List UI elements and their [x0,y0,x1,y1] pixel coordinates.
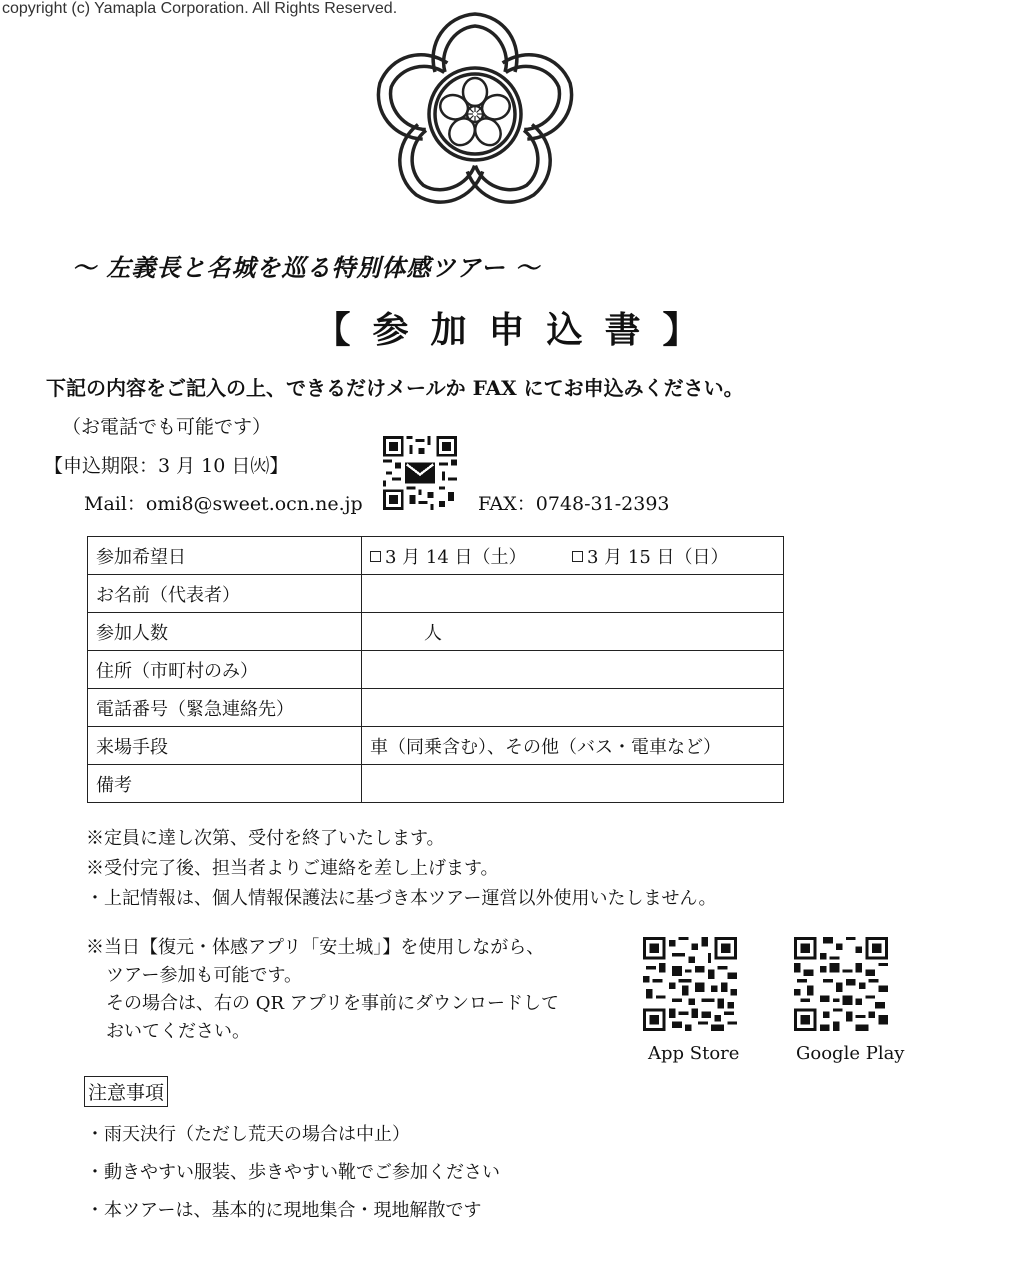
app-note-line: ツアー参加も可能です。 [106,965,303,986]
form-row-name [88,575,784,613]
form-row-phone [88,689,784,727]
app-note-line: おいてください。 [106,1021,250,1042]
row-label: 来場手段 [88,727,362,765]
remarks-field[interactable] [362,765,784,803]
transport-field[interactable]: 車（同乗含む）、その他（バス・電車など） [362,727,784,765]
date-options-field[interactable] [362,537,784,575]
app-store-qr-code-icon[interactable] [643,937,737,1031]
application-form-table [87,536,784,803]
date-option-2-label: 3 月 15 日（日） [587,546,729,568]
list-item: ・上記情報は、個人情報保護法に基づき本ツアー運営以外使用いたしません。 [86,888,717,909]
address-field[interactable] [362,651,784,689]
mail-address[interactable]: Mail：omi8@sweet.ocn.ne.jp [84,493,363,515]
google-play-label: Google Play [796,1043,905,1064]
app-store-label: App Store [648,1043,740,1064]
row-label: 電話番号（緊急連絡先） [88,689,362,727]
name-field[interactable] [362,575,784,613]
notes-list [86,824,717,914]
form-row-date [88,537,784,575]
row-label: 備考 [88,765,362,803]
event-subtitle: ～ 左義長と名城を巡る特別体感ツアー ～ [72,253,540,282]
row-label: 参加人数 [88,613,362,651]
family-crest-icon [365,8,585,220]
row-label: 住所（市町村のみ） [88,651,362,689]
date-option-1-label: 3 月 14 日（土） [385,546,527,568]
date-checkbox-1[interactable] [370,551,381,562]
row-label: 参加希望日 [88,537,362,575]
phone-field[interactable] [362,689,784,727]
form-row-transport [88,727,784,765]
app-note [86,934,559,1046]
participant-count-field[interactable]: 人 [362,613,784,651]
row-label: お名前（代表者） [88,575,362,613]
phone-note: （お電話でも可能です） [62,416,272,438]
form-row-count [88,613,784,651]
caution-heading: 注意事項 [84,1076,168,1107]
google-play-qr-code-icon[interactable] [794,937,888,1031]
form-row-address [88,651,784,689]
app-note-line: ※当日【復元・体感アプリ「安土城」】を使用しながら、 [86,937,545,958]
copyright-text: copyright (c) Yamapla Corporation. All Rights Reserved. [2,0,398,17]
deadline-text: 【申込期限：3 月 10 日㈫】 [44,455,289,477]
list-item: ・動きやすい服装、歩きやすい靴でご参加ください [86,1162,500,1183]
fax-number: FAX：0748-31-2393 [478,493,670,515]
page-title: 【参加申込書】 [314,309,721,351]
intro-text: 下記の内容をご記入の上、できるだけメールか FAX にてお申込みください。 [46,376,744,400]
mail-qr-code-icon[interactable] [383,436,457,510]
caution-list [86,1116,500,1230]
list-item: ・雨天決行（ただし荒天の場合は中止） [86,1124,410,1145]
date-checkbox-2[interactable] [572,551,583,562]
list-item: ※定員に達し次第、受付を終了いたします。 [86,828,445,849]
list-item: ・本ツアーは、基本的に現地集合・現地解散です [86,1200,482,1221]
list-item: ※受付完了後、担当者よりご連絡を差し上げます。 [86,858,499,879]
form-row-remarks [88,765,784,803]
app-note-line: その場合は、右の QR アプリを事前にダウンロードして [106,993,560,1014]
